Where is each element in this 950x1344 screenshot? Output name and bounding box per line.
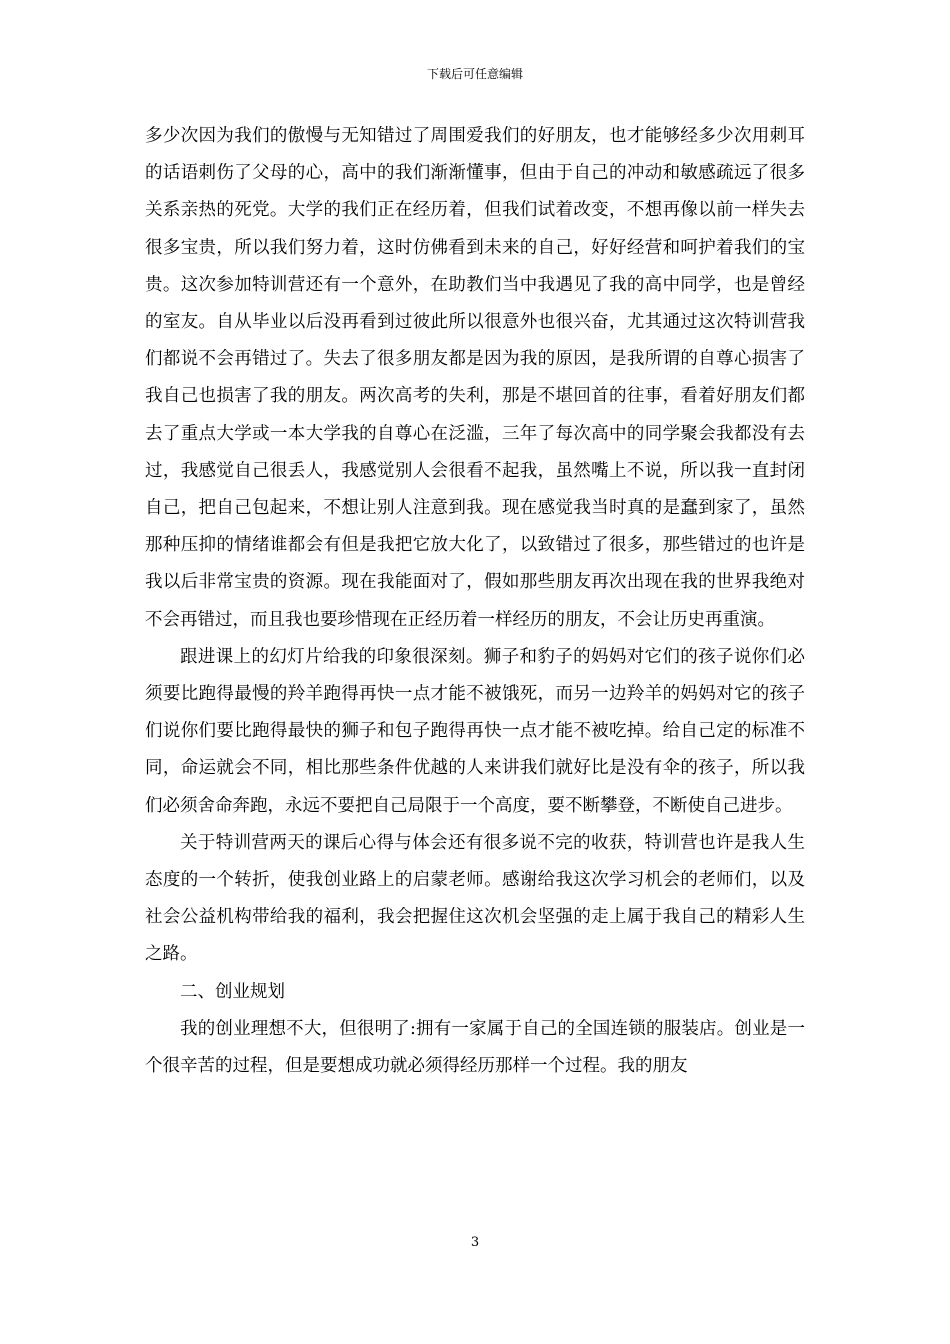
paragraph-3: 关于特训营两天的课后心得与体会还有很多说不完的收获，特训营也许是我人生态度的一个转折，使我创业路上的启蒙老师。感谢给我这次学习机会的老师们，以及社会公益机构带给我的福利，我会把握住这次机会坚强的走上属于我自己的精彩人生之路。 [145,832,805,965]
section-heading: 二、创业规划 [180,981,285,1002]
document-body [145,118,805,1085]
paragraph-1: 多少次因为我们的傲慢与无知错过了周围爱我们的好朋友，也才能够经多少次用刺耳的话语刺伤了父母的心，高中的我们渐渐懂事，但由于自己的冲动和敏感疏远了很多关系亲热的死党。大学的我们正在经历着，但我们试着改变，不想再像以前一样失去很多宝贵，所以我们努力着，这时仿佛看到未来的自己，好好经营和呵护着我们的宝贵。这次参加特训营还有一个意外，在助教们当中我遇见了我的高中同学，也是曾经的室友。自从毕业以后没再看到过彼此所以很意外也很兴奋，尤其通过这次特训营我们都说不会再错过了。失去了很多朋友都是因为我的原因，是我所谓的自尊心损害了我自己也损害了我的朋友。两次高考的失利，那是不堪回首的往事，看着好朋友们都去了重点大学或一本大学我的自尊心在泛滥，三年了每次高中的同学聚会我都没有去过，我感觉自己很丢人，我感觉别人会很看不起我，虽然嘴上不说，所以我一直封闭自己，把自己包起来，不想让别人注意到我。现在感觉我当时真的是蠢到家了，虽然那种压抑的情绪谁都会有但是我把它放大化了，以致错过了很多，那些错过的也许是我以后非常宝贵的资源。现在我能面对了，假如那些朋友再次出现在我的世界我绝对不会再错过，而且我也要珍惜现在正经历着一样经历的朋友，不会让历史再重演。 [145,126,805,630]
paragraph-2: 跟进课上的幻灯片给我的印象很深刻。狮子和豹子的妈妈对它们的孩子说你们必须要比跑得最慢的羚羊跑得再快一点才能不被饿死，而另一边羚羊的妈妈对它的孩子们说你们要比跑得最快的狮子和包子跑得再快一点才能不被吃掉。给自己定的标准不同，命运就会不同，相比那些条件优越的人来讲我们就好比是没有伞的孩子，所以我们必须舍命奔跑，永远不要把自己局限于一个高度，要不断攀登，不断使自己进步。 [145,646,805,816]
page-header: 下载后可任意编辑 [426,67,523,81]
paragraph-4: 我的创业理想不大，但很明了:拥有一家属于自己的全国连锁的服装店。创业是一个很辛苦的过程，但是要想成功就必须得经历那样一个过程。我的朋友 [145,1018,805,1077]
page-number: 3 [470,1235,480,1250]
